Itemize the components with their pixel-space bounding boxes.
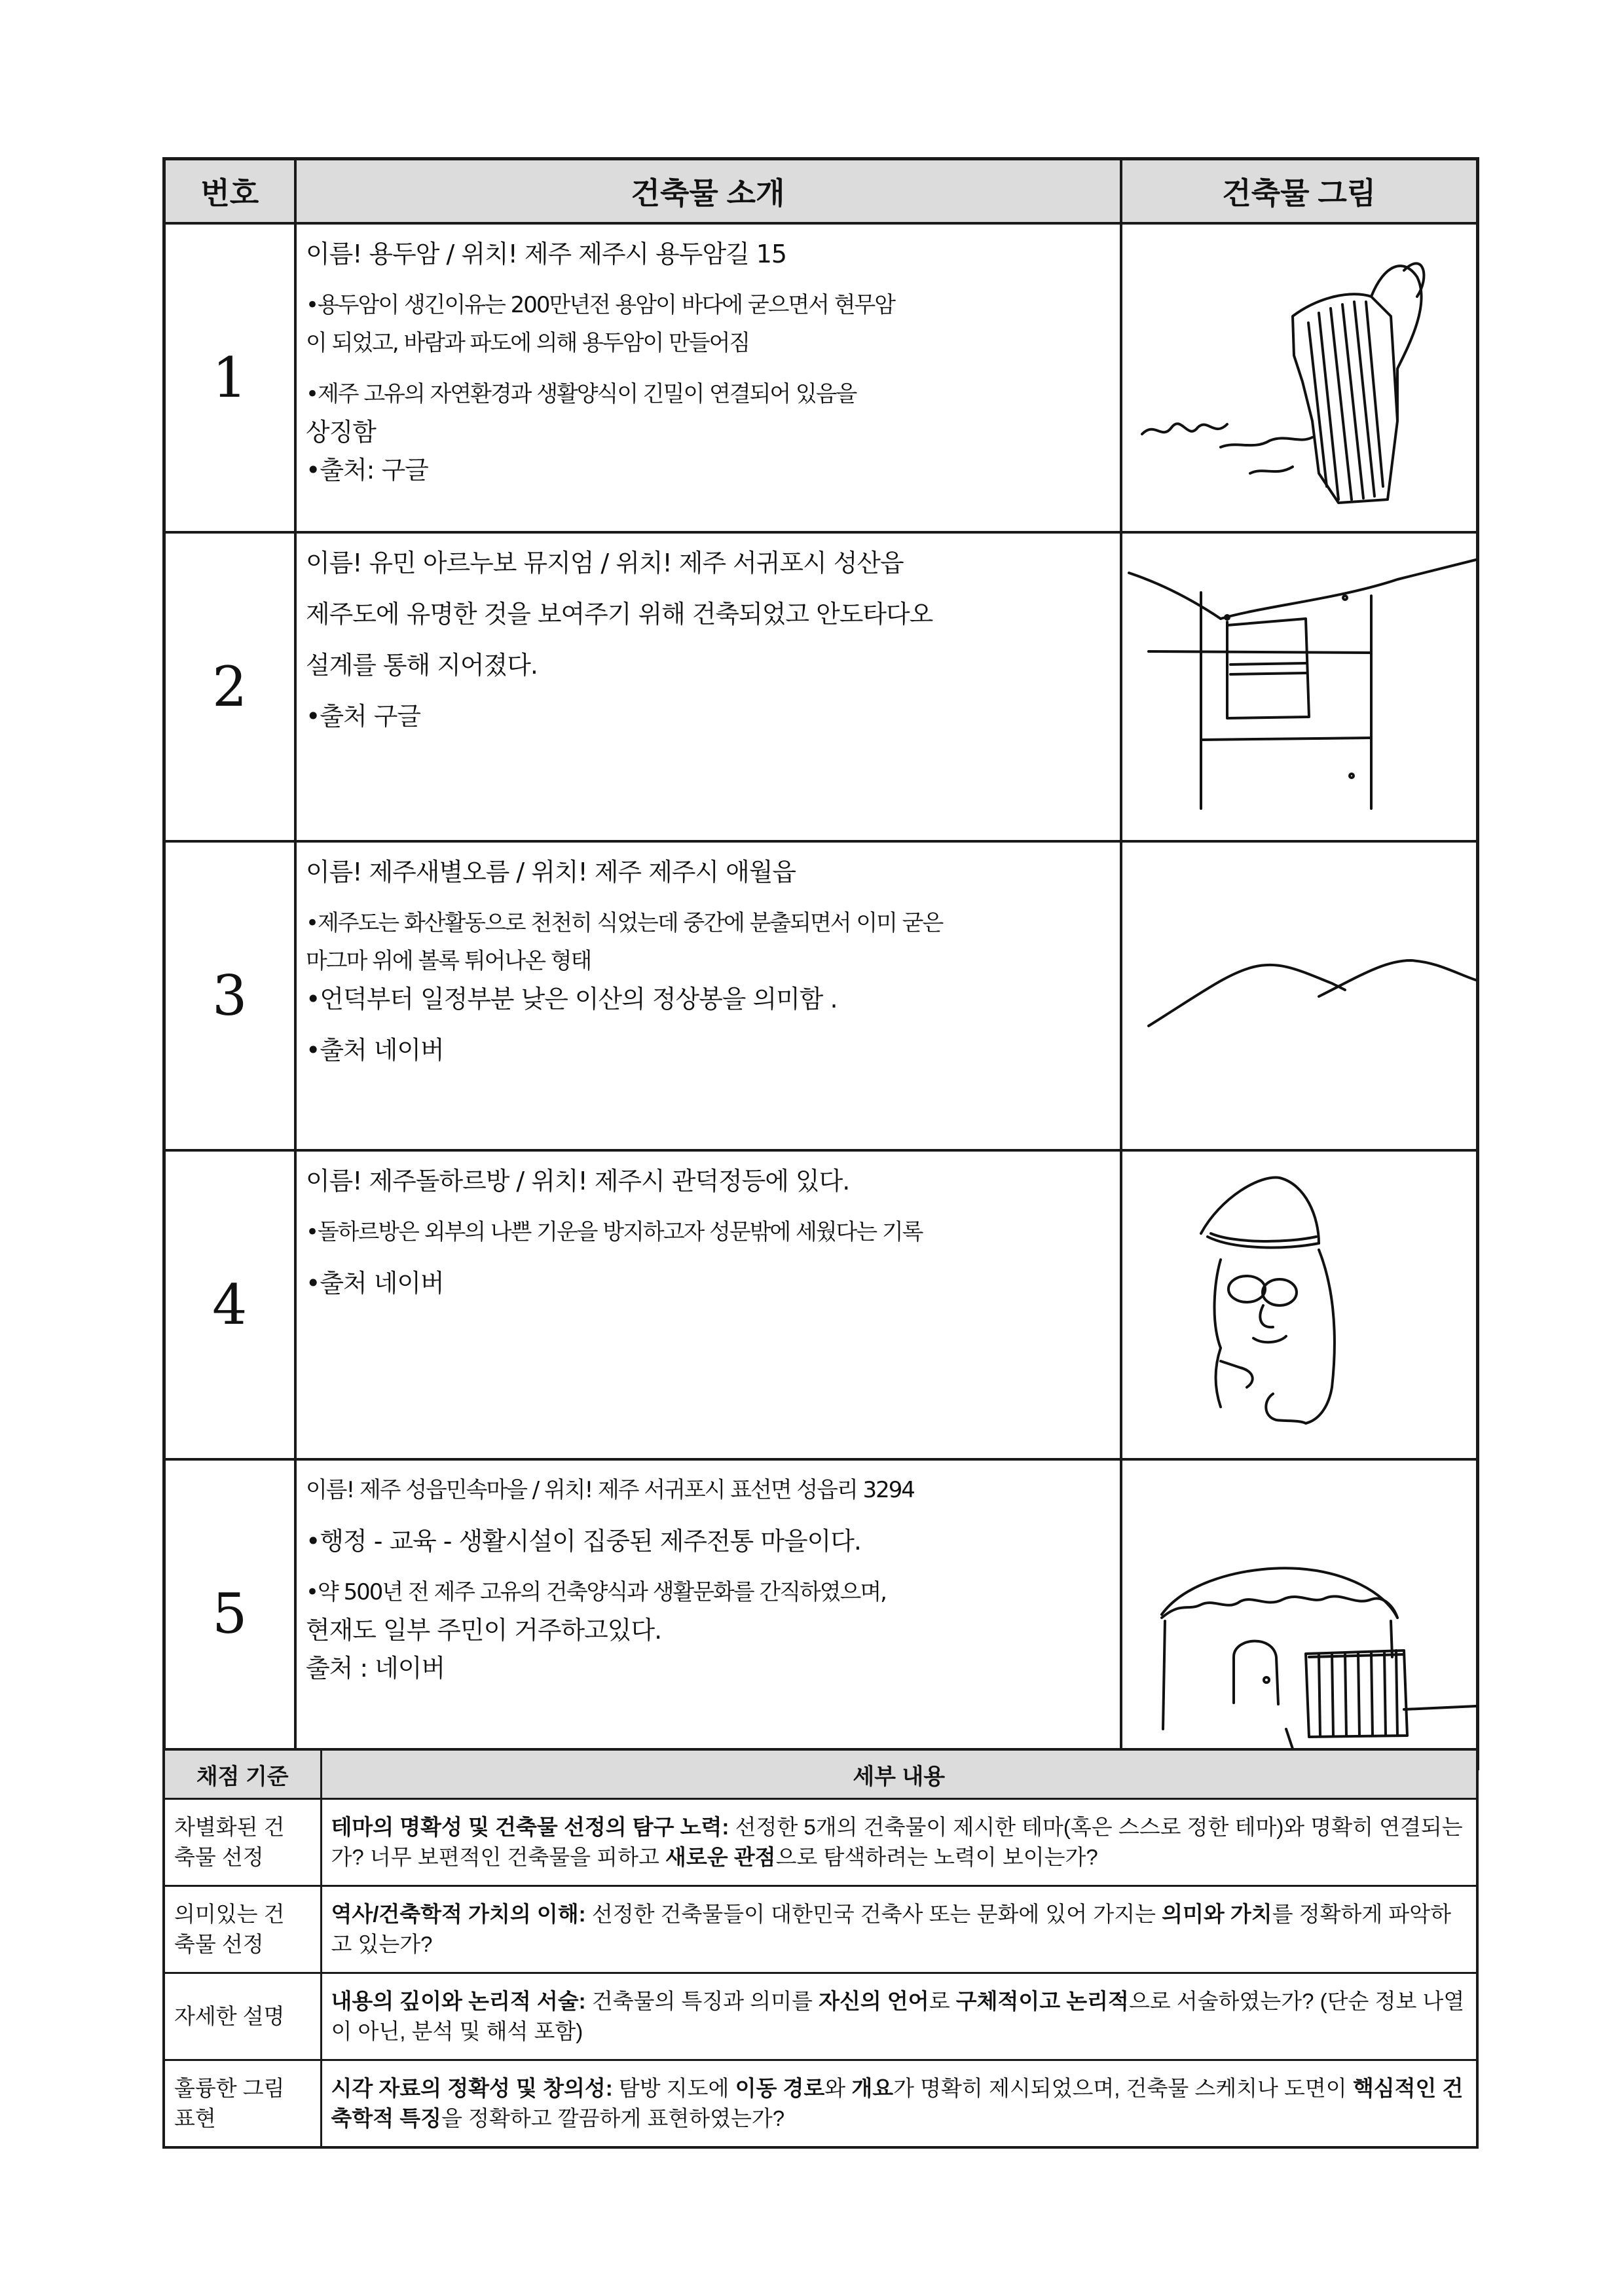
drawing-cell: [1121, 841, 1478, 1150]
detail-text: 건축물의 특징과 의미를: [585, 1989, 819, 2013]
detail-bold: 개요: [851, 2076, 894, 2100]
intro-line: •언덕부터 일정부분 낮은 이산의 정상봉을 의미함 .: [305, 985, 838, 1013]
detail-bold: 역사/건축학적 가치의 이해:: [331, 1902, 586, 1926]
intro-cell: [295, 1459, 1121, 1769]
header-intro: 건축물 소개: [295, 159, 1121, 224]
criterion-detail: [321, 1886, 1477, 1973]
intro-line: 설계를 통해 지어졌다.: [305, 651, 538, 680]
criteria-row: [164, 2060, 1477, 2148]
table-row: [164, 532, 1478, 841]
criteria-row: [164, 1973, 1477, 2060]
yongduam-rock-sketch: [1122, 225, 1479, 520]
criterion-name-line: 축물 선정: [174, 1932, 264, 1956]
intro-line: •출처 구글: [305, 702, 420, 731]
row-number: 3: [164, 841, 295, 1150]
detail-text: 로: [929, 1989, 956, 2013]
criterion-name-line: 자세한 설명: [174, 2004, 285, 2028]
detail-text: 으로 탐색하려는 노력이 보이는가?: [775, 1845, 1098, 1869]
criterion-detail: [321, 2060, 1477, 2148]
intro-line: 제주도에 유명한 것을 보여주기 위해 건축되었고 안도타다오: [305, 600, 932, 629]
detail-bold: 테마의 명확성 및 건축물 선정의 탐구 노력:: [331, 1815, 729, 1839]
header-detail: 세부 내용: [321, 1749, 1477, 1799]
detail-text: 을 정확하고 깔끔하게 표현하였는가?: [441, 2106, 785, 2130]
drawing-cell: [1121, 532, 1478, 841]
row-number: 4: [164, 1150, 295, 1459]
detail-text: 와: [824, 2076, 852, 2100]
criterion-name-line: 축물 선정: [174, 1845, 264, 1869]
detail-text: 탐방 지도에: [612, 2076, 735, 2100]
criterion-name-line: 훌륭한 그림: [174, 2076, 285, 2100]
detail-bold: 의미와 가치: [1162, 1902, 1272, 1926]
intro-line: •행정 - 교육 - 생활시설이 집중된 제주전통 마을이다.: [305, 1527, 861, 1556]
intro-line: 이름! 제주돌하르방 / 위치! 제주시 관덕정등에 있다.: [305, 1167, 849, 1195]
detail-text: 으로 서술하였는가? (단순 정보 나열이 아닌, 분석 및 해석 포함): [331, 1989, 1465, 2043]
museum-sketch: [1122, 534, 1479, 829]
intro-line: 이름! 제주새별오름 / 위치! 제주 제주시 애월읍: [305, 858, 796, 886]
intro-cell: [295, 223, 1121, 532]
detail-bold: 자신의 언어: [819, 1989, 929, 2013]
table-row: [164, 1459, 1478, 1769]
criteria-header-row: [164, 1749, 1477, 1799]
header-number: 번호: [164, 159, 295, 224]
detail-text: 를 정확하게 파악하고 있는가?: [331, 1902, 1452, 1956]
intro-cell: [295, 841, 1121, 1150]
detail-text: 가 명확히 제시되었으며, 건축물 스케치나 도면이: [893, 2076, 1353, 2100]
table-row: [164, 223, 1478, 532]
intro-line: 출처 : 네이버: [305, 1654, 445, 1683]
criterion-name-line: 의미있는 건: [174, 1902, 285, 1926]
table-row: [164, 1150, 1478, 1459]
row-number: 5: [164, 1459, 295, 1769]
building-table: [162, 157, 1479, 1770]
detail-bold: 내용의 깊이와 논리적 서술:: [331, 1989, 586, 2013]
drawing-cell: [1121, 1150, 1478, 1459]
criterion-name-line: 표현: [174, 2106, 216, 2130]
table-row: [164, 841, 1478, 1150]
detail-bold: 새로운 관점: [665, 1845, 776, 1869]
header-criterion: 채점 기준: [164, 1749, 321, 1799]
criterion-detail: [321, 1973, 1477, 2060]
intro-line: •약 500년 전 제주 고유의 건축양식과 생활문화를 간직하였으며,: [305, 1579, 886, 1605]
grading-criteria-table: [162, 1748, 1479, 2149]
intro-line: 이름! 제주 성읍민속마을 / 위치! 제주 서귀포시 표선면 성읍리 3294: [305, 1477, 914, 1503]
intro-line: •출처 네이버: [305, 1036, 444, 1065]
criterion-name-line: 차별화된 건: [174, 1815, 285, 1839]
criterion-detail: [321, 1799, 1477, 1886]
criterion-name: [164, 2060, 321, 2148]
intro-line: •출처 네이버: [305, 1269, 444, 1298]
intro-line: 마그마 위에 볼록 튀어나온 형태: [305, 948, 591, 974]
intro-line: •제주도는 화산활동으로 천천히 식었는데 중간에 분출되면서 이미 굳은: [305, 910, 942, 936]
intro-cell: [295, 532, 1121, 841]
detail-text: 선정한 건축물들이 대한민국 건축사 또는 문화에 있어 가지는: [585, 1902, 1162, 1926]
criterion-name: [164, 1886, 321, 1973]
row-number: 1: [164, 223, 295, 532]
criteria-row: [164, 1799, 1477, 1886]
dolharubang-sketch: [1122, 1152, 1479, 1448]
intro-line: •제주 고유의 자연환경과 생활양식이 긴밀이 연결되어 있음을: [305, 381, 856, 407]
drawing-cell: [1121, 1459, 1478, 1769]
intro-cell: [295, 1150, 1121, 1459]
intro-line: •돌하르방은 외부의 나쁜 기운을 방지하고자 성문밖에 세웠다는 기록: [305, 1219, 922, 1245]
intro-line: •용두암이 생긴이유는 200만년전 용암이 바다에 굳으면서 현무암: [305, 292, 895, 318]
criteria-row: [164, 1886, 1477, 1973]
intro-line: 이름! 유민 아르누보 뮤지엄 / 위치! 제주 서귀포시 성산읍: [305, 549, 904, 577]
folk-village-house-sketch: [1122, 1461, 1479, 1757]
detail-bold: 구체적이고 논리적: [955, 1989, 1129, 2013]
detail-bold: 이동 경로: [735, 2076, 825, 2100]
detail-bold: 시각 자료의 정확성 및 창의성:: [331, 2076, 613, 2100]
oreum-hill-sketch: [1122, 843, 1479, 1139]
intro-line: •출처: 구글: [305, 456, 428, 484]
criterion-name: [164, 1799, 321, 1886]
drawing-cell: [1121, 223, 1478, 532]
detail-text: 선정한 5개의 건축물이 제시한 테마(혹은 스스로 정한 테마)와 명확히 연결되는가? 너무 보편적인 건축물을 피하고: [331, 1815, 1463, 1869]
detail-bold: 핵심적인 건축학적 특징: [331, 2076, 1464, 2130]
header-drawing: 건축물 그림: [1121, 159, 1478, 224]
intro-line: 이름! 용두암 / 위치! 제주 제주시 용두암길 15: [305, 240, 786, 268]
row-number: 2: [164, 532, 295, 841]
intro-line: 현재도 일부 주민이 거주하고있다.: [305, 1616, 661, 1645]
intro-line: 상징함: [305, 418, 376, 446]
table-header-row: [164, 159, 1478, 224]
intro-line: 이 되었고, 바람과 파도에 의해 용두암이 만들어짐: [305, 330, 749, 356]
criterion-name: [164, 1973, 321, 2060]
